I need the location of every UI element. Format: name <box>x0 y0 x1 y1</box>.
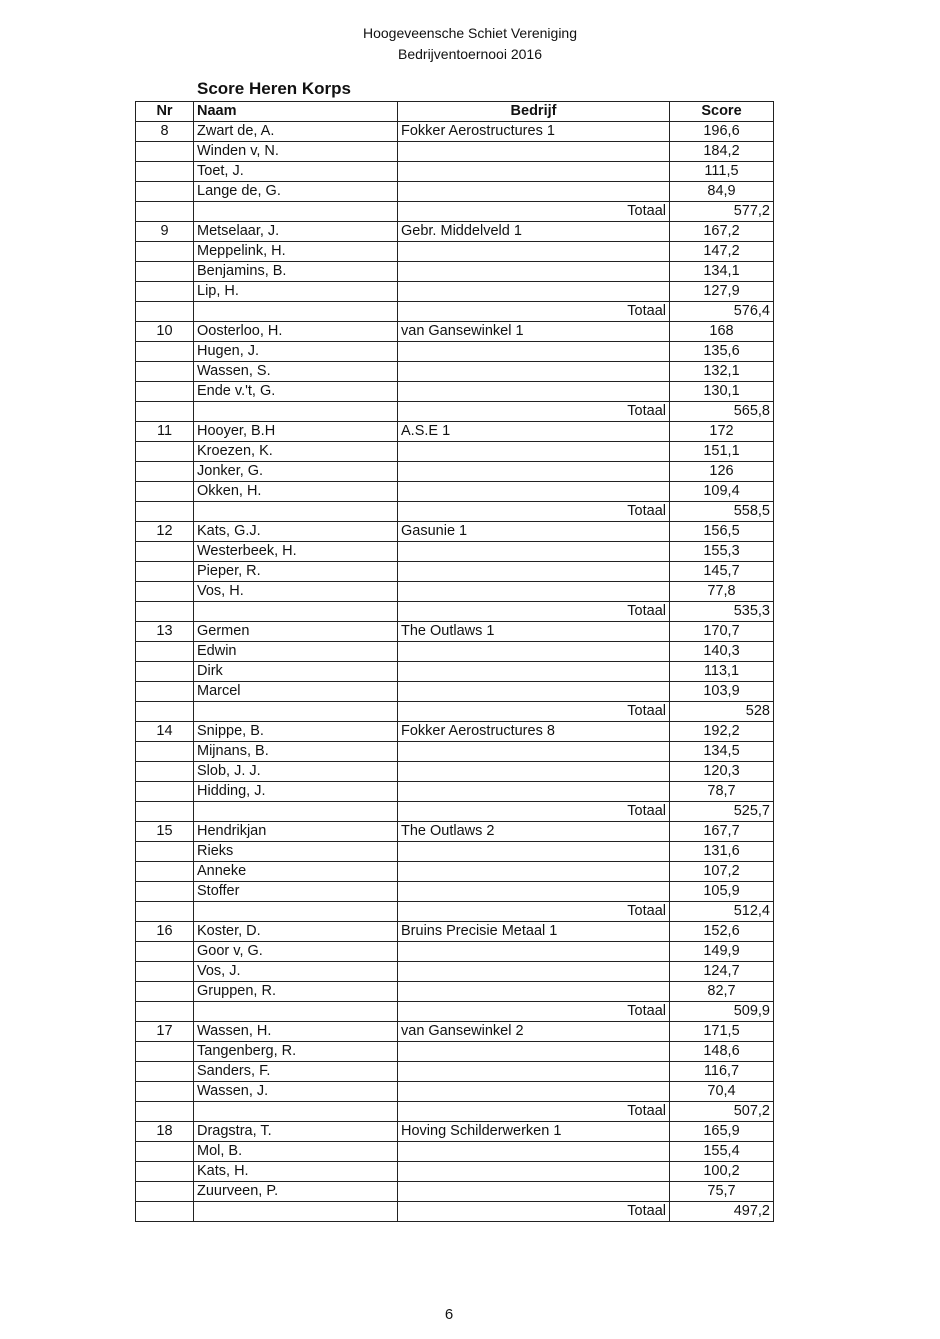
table-row <box>136 142 774 162</box>
team-nr-cell: 18 <box>136 1122 194 1142</box>
company-cell: Hoving Schilderwerken 1 <box>398 1122 670 1142</box>
member-name-cell: Stoffer <box>194 882 398 902</box>
total-label-cell: Totaal <box>398 802 670 822</box>
team-nr-cell <box>136 502 194 522</box>
company-cell <box>398 882 670 902</box>
company-cell <box>398 1142 670 1162</box>
team-nr-cell: 17 <box>136 1022 194 1042</box>
team-nr-cell <box>136 262 194 282</box>
company-cell <box>398 742 670 762</box>
member-score-cell: 152,6 <box>670 922 774 942</box>
column-header-nr: Nr <box>136 102 194 122</box>
team-nr-cell <box>136 682 194 702</box>
team-total-row <box>136 402 774 422</box>
table-row <box>136 162 774 182</box>
member-name-cell: Wassen, J. <box>194 1082 398 1102</box>
member-name-cell: Edwin <box>194 642 398 662</box>
company-cell <box>398 1082 670 1102</box>
team-total-cell: 507,2 <box>670 1102 774 1122</box>
table-body <box>136 122 774 1222</box>
score-table <box>135 101 774 1222</box>
company-cell <box>398 142 670 162</box>
member-name-cell <box>194 202 398 222</box>
member-name-cell: Kats, H. <box>194 1162 398 1182</box>
member-name-cell: Kroezen, K. <box>194 442 398 462</box>
member-score-cell: 155,3 <box>670 542 774 562</box>
team-nr-cell <box>136 202 194 222</box>
member-score-cell: 135,6 <box>670 342 774 362</box>
total-label-cell: Totaal <box>398 902 670 922</box>
team-nr-cell <box>136 342 194 362</box>
team-nr-cell <box>136 1002 194 1022</box>
table-row <box>136 322 774 342</box>
team-total-row <box>136 802 774 822</box>
member-name-cell: Mol, B. <box>194 1142 398 1162</box>
team-nr-cell: 14 <box>136 722 194 742</box>
member-name-cell <box>194 802 398 822</box>
company-cell <box>398 582 670 602</box>
table-row <box>136 942 774 962</box>
company-cell: The Outlaws 2 <box>398 822 670 842</box>
page-number: 6 <box>444 1306 454 1323</box>
team-nr-cell <box>136 802 194 822</box>
table-row <box>136 682 774 702</box>
company-cell <box>398 682 670 702</box>
team-nr-cell <box>136 1162 194 1182</box>
member-score-cell: 132,1 <box>670 362 774 382</box>
table-row <box>136 762 774 782</box>
table-row <box>136 562 774 582</box>
member-score-cell: 111,5 <box>670 162 774 182</box>
member-score-cell: 192,2 <box>670 722 774 742</box>
team-nr-cell <box>136 462 194 482</box>
table-row <box>136 742 774 762</box>
member-score-cell: 116,7 <box>670 1062 774 1082</box>
team-total-cell: 558,5 <box>670 502 774 522</box>
team-total-row <box>136 202 774 222</box>
member-name-cell: Lip, H. <box>194 282 398 302</box>
member-name-cell: Benjamins, B. <box>194 262 398 282</box>
member-name-cell: Zwart de, A. <box>194 122 398 142</box>
team-nr-cell <box>136 982 194 1002</box>
member-name-cell: Vos, J. <box>194 962 398 982</box>
total-label-cell: Totaal <box>398 1202 670 1222</box>
company-cell <box>398 362 670 382</box>
total-label-cell: Totaal <box>398 702 670 722</box>
table-row <box>136 1182 774 1202</box>
company-cell <box>398 382 670 402</box>
member-score-cell: 78,7 <box>670 782 774 802</box>
company-cell: Fokker Aerostructures 1 <box>398 122 670 142</box>
member-name-cell: Zuurveen, P. <box>194 1182 398 1202</box>
member-name-cell <box>194 1202 398 1222</box>
team-nr-cell <box>136 842 194 862</box>
team-total-cell: 576,4 <box>670 302 774 322</box>
member-name-cell: Wassen, S. <box>194 362 398 382</box>
organization-name: Hoogeveensche Schiet Vereniging <box>362 25 578 41</box>
table-row <box>136 822 774 842</box>
team-total-cell: 535,3 <box>670 602 774 622</box>
company-cell <box>398 862 670 882</box>
table-row <box>136 1122 774 1142</box>
member-score-cell: 165,9 <box>670 1122 774 1142</box>
member-name-cell: Goor v, G. <box>194 942 398 962</box>
member-score-cell: 131,6 <box>670 842 774 862</box>
total-label-cell: Totaal <box>398 402 670 422</box>
member-name-cell: Gruppen, R. <box>194 982 398 1002</box>
table-row <box>136 722 774 742</box>
team-nr-cell <box>136 942 194 962</box>
member-name-cell: Kats, G.J. <box>194 522 398 542</box>
team-total-cell: 509,9 <box>670 1002 774 1022</box>
table-header-row <box>136 102 774 122</box>
member-score-cell: 82,7 <box>670 982 774 1002</box>
team-nr-cell <box>136 142 194 162</box>
team-nr-cell <box>136 182 194 202</box>
table-row <box>136 1162 774 1182</box>
team-nr-cell <box>136 362 194 382</box>
company-cell <box>398 262 670 282</box>
company-cell <box>398 482 670 502</box>
team-nr-cell <box>136 882 194 902</box>
member-score-cell: 196,6 <box>670 122 774 142</box>
member-name-cell <box>194 1102 398 1122</box>
table-row <box>136 1082 774 1102</box>
member-name-cell <box>194 702 398 722</box>
team-total-cell: 512,4 <box>670 902 774 922</box>
member-score-cell: 109,4 <box>670 482 774 502</box>
total-label-cell: Totaal <box>398 1002 670 1022</box>
member-score-cell: 151,1 <box>670 442 774 462</box>
team-nr-cell <box>136 1102 194 1122</box>
member-name-cell: Mijnans, B. <box>194 742 398 762</box>
team-nr-cell: 13 <box>136 622 194 642</box>
team-total-cell: 497,2 <box>670 1202 774 1222</box>
member-name-cell: Meppelink, H. <box>194 242 398 262</box>
table-row <box>136 362 774 382</box>
company-cell: Gasunie 1 <box>398 522 670 542</box>
company-cell: Bruins Precisie Metaal 1 <box>398 922 670 942</box>
member-name-cell: Wassen, H. <box>194 1022 398 1042</box>
team-nr-cell <box>136 382 194 402</box>
member-score-cell: 147,2 <box>670 242 774 262</box>
table-row <box>136 1022 774 1042</box>
member-score-cell: 113,1 <box>670 662 774 682</box>
company-cell <box>398 1042 670 1062</box>
team-nr-cell: 12 <box>136 522 194 542</box>
member-score-cell: 148,6 <box>670 1042 774 1062</box>
member-name-cell: Koster, D. <box>194 922 398 942</box>
member-name-cell <box>194 502 398 522</box>
member-score-cell: 130,1 <box>670 382 774 402</box>
team-nr-cell <box>136 762 194 782</box>
table-row <box>136 182 774 202</box>
company-cell <box>398 162 670 182</box>
member-name-cell: Dragstra, T. <box>194 1122 398 1142</box>
company-cell: Fokker Aerostructures 8 <box>398 722 670 742</box>
team-nr-cell <box>136 542 194 562</box>
member-score-cell: 124,7 <box>670 962 774 982</box>
table-row <box>136 782 774 802</box>
member-score-cell: 134,1 <box>670 262 774 282</box>
member-name-cell: Jonker, G. <box>194 462 398 482</box>
member-name-cell: Okken, H. <box>194 482 398 502</box>
table-row <box>136 622 774 642</box>
member-score-cell: 77,8 <box>670 582 774 602</box>
member-name-cell: Snippe, B. <box>194 722 398 742</box>
team-nr-cell <box>136 442 194 462</box>
member-name-cell: Anneke <box>194 862 398 882</box>
member-name-cell: Toet, J. <box>194 162 398 182</box>
table-row <box>136 482 774 502</box>
member-name-cell: Vos, H. <box>194 582 398 602</box>
member-name-cell <box>194 402 398 422</box>
column-header-naam: Naam <box>194 102 398 122</box>
company-cell <box>398 942 670 962</box>
team-nr-cell <box>136 742 194 762</box>
team-total-cell: 525,7 <box>670 802 774 822</box>
table-row <box>136 862 774 882</box>
company-cell <box>398 442 670 462</box>
team-nr-cell <box>136 482 194 502</box>
team-nr-cell <box>136 242 194 262</box>
team-total-row <box>136 302 774 322</box>
member-name-cell: Metselaar, J. <box>194 222 398 242</box>
team-nr-cell <box>136 582 194 602</box>
member-score-cell: 126 <box>670 462 774 482</box>
company-cell <box>398 782 670 802</box>
table-row <box>136 582 774 602</box>
table-title: Score Heren Korps <box>197 79 351 98</box>
team-nr-cell <box>136 782 194 802</box>
total-label-cell: Totaal <box>398 602 670 622</box>
table-row <box>136 1062 774 1082</box>
company-cell <box>398 542 670 562</box>
company-cell <box>398 1162 670 1182</box>
team-nr-cell <box>136 642 194 662</box>
company-cell: The Outlaws 1 <box>398 622 670 642</box>
member-name-cell: Oosterloo, H. <box>194 322 398 342</box>
member-score-cell: 170,7 <box>670 622 774 642</box>
team-total-cell: 528 <box>670 702 774 722</box>
member-name-cell: Westerbeek, H. <box>194 542 398 562</box>
team-nr-cell: 9 <box>136 222 194 242</box>
company-cell <box>398 242 670 262</box>
team-total-row <box>136 1202 774 1222</box>
member-score-cell: 107,2 <box>670 862 774 882</box>
company-cell <box>398 842 670 862</box>
member-score-cell: 172 <box>670 422 774 442</box>
team-nr-cell <box>136 902 194 922</box>
team-nr-cell: 15 <box>136 822 194 842</box>
team-nr-cell: 11 <box>136 422 194 442</box>
table-row <box>136 642 774 662</box>
member-name-cell <box>194 302 398 322</box>
member-name-cell: Pieper, R. <box>194 562 398 582</box>
company-cell <box>398 182 670 202</box>
company-cell: van Gansewinkel 2 <box>398 1022 670 1042</box>
team-nr-cell: 10 <box>136 322 194 342</box>
team-nr-cell <box>136 602 194 622</box>
table-row <box>136 1042 774 1062</box>
table-row <box>136 382 774 402</box>
member-name-cell: Sanders, F. <box>194 1062 398 1082</box>
member-score-cell: 100,2 <box>670 1162 774 1182</box>
company-cell <box>398 762 670 782</box>
team-total-row <box>136 602 774 622</box>
company-cell <box>398 1062 670 1082</box>
team-total-row <box>136 702 774 722</box>
table-row <box>136 242 774 262</box>
table-row <box>136 882 774 902</box>
table-row <box>136 662 774 682</box>
member-name-cell: Ende v.'t, G. <box>194 382 398 402</box>
table-row <box>136 342 774 362</box>
member-name-cell: Winden v, N. <box>194 142 398 162</box>
team-nr-cell <box>136 282 194 302</box>
team-nr-cell: 16 <box>136 922 194 942</box>
team-nr-cell <box>136 1142 194 1162</box>
total-label-cell: Totaal <box>398 1102 670 1122</box>
table-row <box>136 962 774 982</box>
member-score-cell: 171,5 <box>670 1022 774 1042</box>
member-name-cell <box>194 1002 398 1022</box>
company-cell: A.S.E 1 <box>398 422 670 442</box>
column-header-score: Score <box>670 102 774 122</box>
member-score-cell: 140,3 <box>670 642 774 662</box>
member-name-cell: Slob, J. J. <box>194 762 398 782</box>
table-row <box>136 282 774 302</box>
member-name-cell: Dirk <box>194 662 398 682</box>
team-nr-cell <box>136 562 194 582</box>
team-total-cell: 577,2 <box>670 202 774 222</box>
member-score-cell: 155,4 <box>670 1142 774 1162</box>
event-name: Bedrijventoernooi 2016 <box>398 46 542 62</box>
team-nr-cell <box>136 1202 194 1222</box>
company-cell <box>398 342 670 362</box>
company-cell: Gebr. Middelveld 1 <box>398 222 670 242</box>
total-label-cell: Totaal <box>398 302 670 322</box>
team-nr-cell <box>136 1182 194 1202</box>
company-cell <box>398 642 670 662</box>
team-nr-cell <box>136 1042 194 1062</box>
table-row <box>136 122 774 142</box>
team-total-row <box>136 1002 774 1022</box>
team-nr-cell <box>136 302 194 322</box>
table-row <box>136 542 774 562</box>
table-row <box>136 222 774 242</box>
member-score-cell: 105,9 <box>670 882 774 902</box>
member-score-cell: 149,9 <box>670 942 774 962</box>
member-score-cell: 70,4 <box>670 1082 774 1102</box>
member-name-cell: Lange de, G. <box>194 182 398 202</box>
table-row <box>136 262 774 282</box>
table-row <box>136 442 774 462</box>
member-score-cell: 75,7 <box>670 1182 774 1202</box>
company-cell <box>398 462 670 482</box>
member-score-cell: 145,7 <box>670 562 774 582</box>
member-name-cell: Hooyer, B.H <box>194 422 398 442</box>
team-nr-cell <box>136 962 194 982</box>
table-row <box>136 922 774 942</box>
member-score-cell: 84,9 <box>670 182 774 202</box>
member-name-cell: Hidding, J. <box>194 782 398 802</box>
team-total-row <box>136 1102 774 1122</box>
member-name-cell: Rieks <box>194 842 398 862</box>
total-label-cell: Totaal <box>398 502 670 522</box>
member-score-cell: 184,2 <box>670 142 774 162</box>
member-score-cell: 168 <box>670 322 774 342</box>
team-nr-cell <box>136 162 194 182</box>
member-score-cell: 134,5 <box>670 742 774 762</box>
team-nr-cell <box>136 662 194 682</box>
team-nr-cell <box>136 1062 194 1082</box>
member-name-cell: Hendrikjan <box>194 822 398 842</box>
team-nr-cell <box>136 1082 194 1102</box>
member-score-cell: 120,3 <box>670 762 774 782</box>
column-header-bedrijf: Bedrijf <box>398 102 670 122</box>
company-cell <box>398 982 670 1002</box>
member-score-cell: 103,9 <box>670 682 774 702</box>
member-name-cell <box>194 602 398 622</box>
member-name-cell <box>194 902 398 922</box>
member-score-cell: 167,2 <box>670 222 774 242</box>
member-name-cell: Germen <box>194 622 398 642</box>
team-nr-cell <box>136 702 194 722</box>
table-row <box>136 842 774 862</box>
company-cell <box>398 282 670 302</box>
member-score-cell: 156,5 <box>670 522 774 542</box>
member-score-cell: 127,9 <box>670 282 774 302</box>
team-total-row <box>136 902 774 922</box>
member-name-cell: Hugen, J. <box>194 342 398 362</box>
team-nr-cell <box>136 402 194 422</box>
team-nr-cell <box>136 862 194 882</box>
table-row <box>136 982 774 1002</box>
team-total-cell: 565,8 <box>670 402 774 422</box>
company-cell: van Gansewinkel 1 <box>398 322 670 342</box>
member-name-cell: Marcel <box>194 682 398 702</box>
table-row <box>136 1142 774 1162</box>
company-cell <box>398 562 670 582</box>
company-cell <box>398 662 670 682</box>
company-cell <box>398 962 670 982</box>
member-name-cell: Tangenberg, R. <box>194 1042 398 1062</box>
team-total-row <box>136 502 774 522</box>
table-row <box>136 522 774 542</box>
table-row <box>136 462 774 482</box>
member-score-cell: 167,7 <box>670 822 774 842</box>
team-nr-cell: 8 <box>136 122 194 142</box>
total-label-cell: Totaal <box>398 202 670 222</box>
company-cell <box>398 1182 670 1202</box>
table-row <box>136 422 774 442</box>
